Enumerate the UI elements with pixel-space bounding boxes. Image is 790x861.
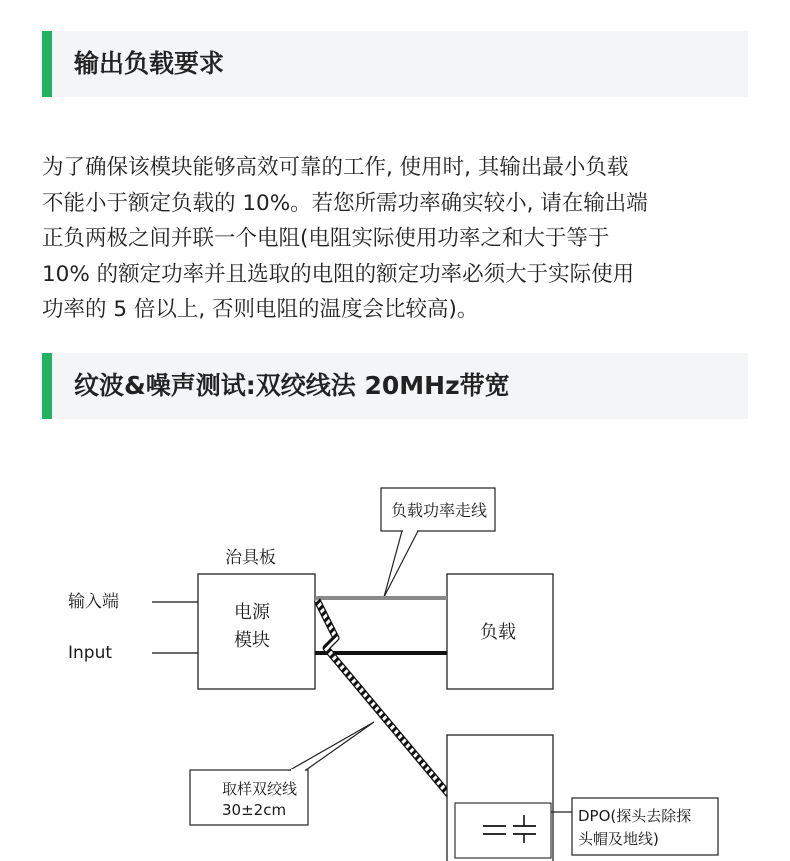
section-title: 输出负载要求 xyxy=(74,49,225,78)
twisted-pair-label-line1: 取样双绞线 xyxy=(222,780,298,798)
oscilloscope-probe-area xyxy=(455,803,551,858)
ripple-noise-test-diagram xyxy=(0,460,790,861)
paragraph-line: 为了确保该模块能够高效可靠的工作, 使用时, 其输出最小负载 xyxy=(42,155,629,180)
input-label-cn: 输入端 xyxy=(68,592,119,612)
accent-bar xyxy=(42,353,52,419)
dpo-label-line2: 头帽及地线) xyxy=(578,830,659,848)
fixture-board-label: 治具板 xyxy=(225,548,276,568)
twisted-pair-label-line2: 30±2cm xyxy=(222,801,287,819)
section-title: 纹波&噪声测试:双绞线法 20MHz带宽 xyxy=(74,371,510,400)
input-label-en: Input xyxy=(68,643,113,663)
paragraph-line: 功率的 5 倍以上, 否则电阻的温度会比较高)。 xyxy=(42,297,479,322)
twisted-pair-callout-pointer xyxy=(290,722,374,770)
load-label: 负载 xyxy=(480,622,516,643)
section-header-ripple-noise xyxy=(42,353,748,419)
power-module-label-line1: 电源 xyxy=(234,602,270,623)
load-wire-label: 负载功率走线 xyxy=(391,501,488,520)
output-load-paragraph xyxy=(42,150,752,328)
paragraph-line: 不能小于额定负载的 10%。若您所需功率确实较小, 请在输出端 xyxy=(42,190,648,216)
load-wire-callout-pointer xyxy=(384,531,418,597)
dpo-label-line1: DPO(探头去除探 xyxy=(578,807,692,825)
section-header-output-load xyxy=(42,31,748,97)
power-module-label-line2: 模块 xyxy=(234,630,270,651)
accent-bar xyxy=(42,31,52,97)
paragraph-line: 10% 的额定功率并且选取的电阻的额定功率必须大于实际使用 xyxy=(42,261,635,287)
paragraph-line: 正负两极之间并联一个电阻(电阻实际使用功率之和大于等于 xyxy=(42,226,610,251)
